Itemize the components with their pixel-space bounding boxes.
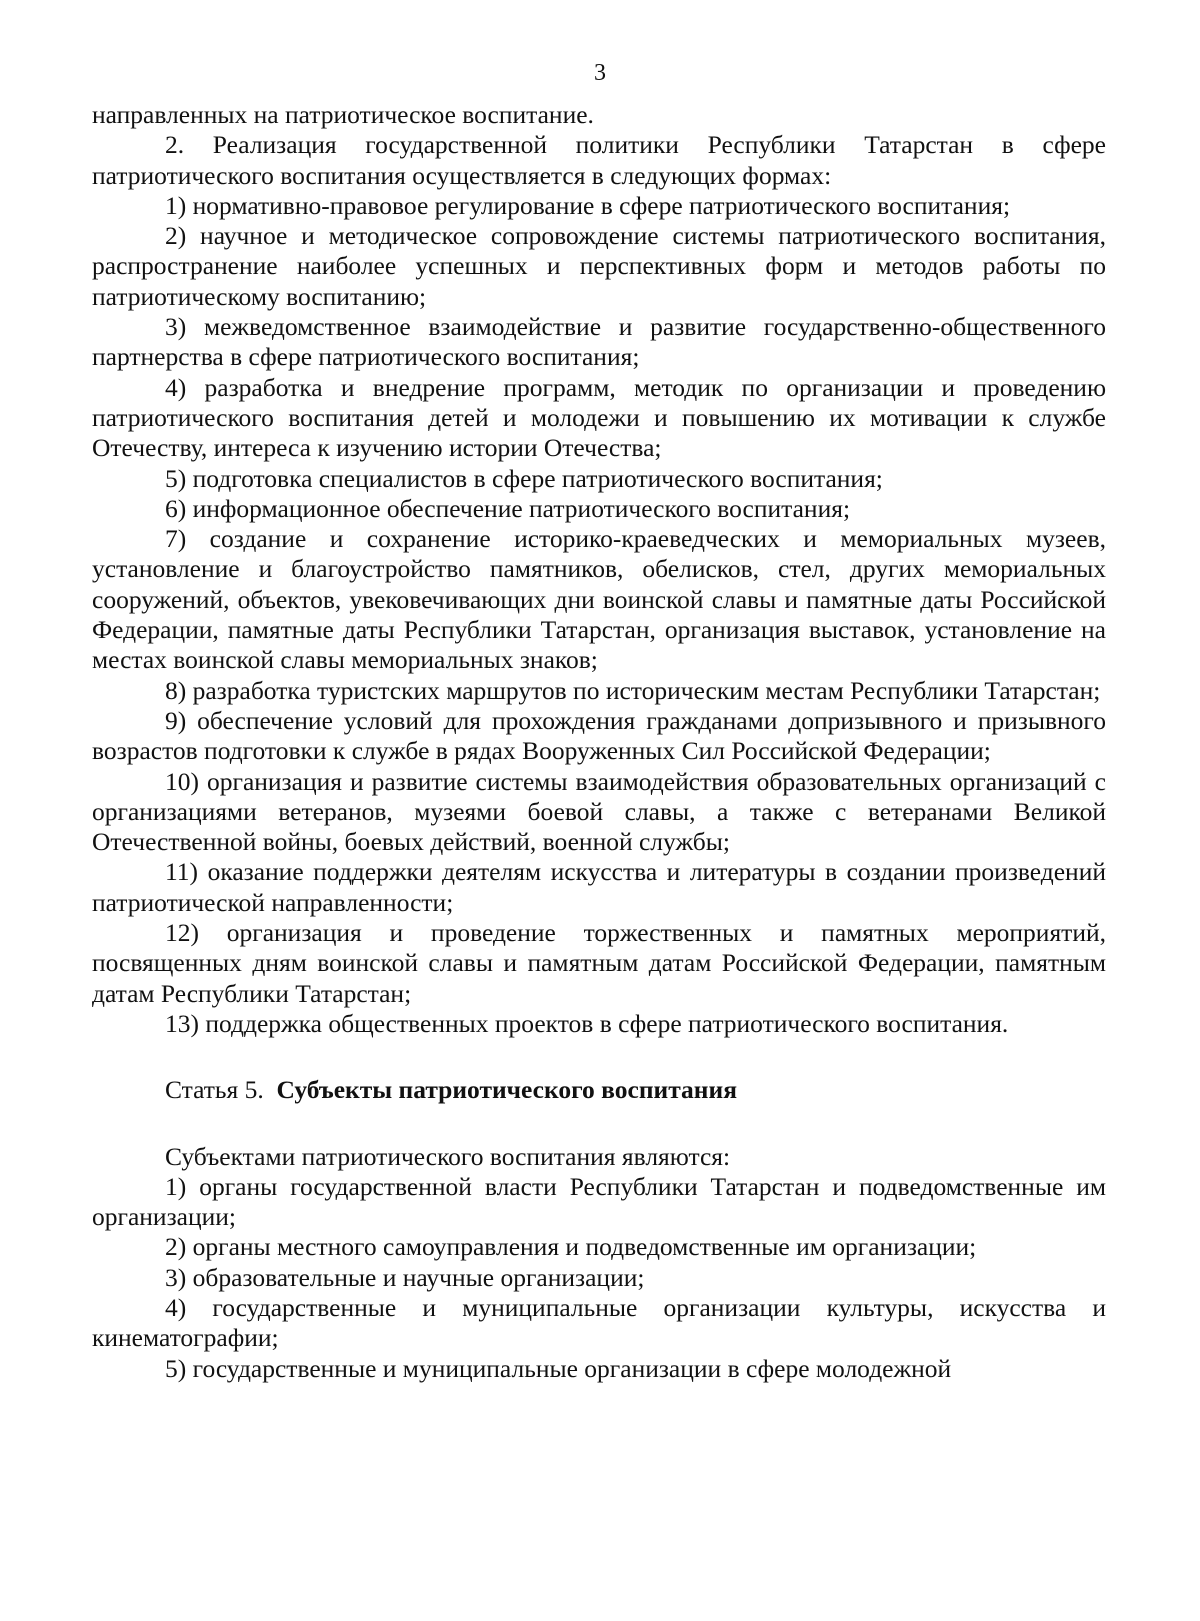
list-item-4: 4) разработка и внедрение программ, методик по организации и проведению патриотического воспитания детей и молодежи и повышению их мотивации к службе Отечеству, интереса к изучению истории Отечества; [92,372,1106,463]
list-item-8: 8) разработка туристских маршрутов по историческим местам Республики Татарстан; [165,675,1101,705]
list-item-11: 11) оказание поддержки деятелям искусства и литературы в создании произведений патриотической направленности; [92,857,1106,917]
subjects-item-3: 3) образовательные и научные организации; [165,1262,645,1292]
article-label: Статья 5. [165,1075,264,1105]
list-item-3: 3) межведомственное взаимодействие и развитие государственно-общественного партнерства в сфере патриотического воспитания; [92,312,1106,372]
article-heading [92,1075,1106,1105]
subjects-item-5: 5) государственные и муниципальные организации в сфере молодежной [165,1353,952,1383]
subjects-item-1: 1) органы государственной власти Республики Татарстан и подведомственные им организации; [92,1171,1106,1232]
list-item-6: 6) информационное обеспечение патриотического воспитания; [165,493,851,523]
list-item-2: 2) научное и методическое сопровождение системы патриотического воспитания, распространение наиболее успешных и перспективных форм и методов работы по патриотическому воспитанию; [92,221,1106,311]
list-item-10: 10) организация и развитие системы взаимодействия образовательных организаций с организациями ветеранов, музеями боевой славы, а также с ветеранами Великой Отечественной войны, боевых действий, военной службы; [92,766,1106,857]
list-item-1: 1) нормативно-правовое регулирование в сфере патриотического воспитания; [165,190,1011,220]
list-item-5: 5) подготовка специалистов в сфере патриотического воспитания; [165,463,883,493]
document-body [92,100,1106,1384]
paragraph-clause-2: 2. Реализация государственной политики Республики Татарстан в сфере патриотического воспитания осуществляется в следующих формах: [92,130,1106,190]
list-item-13: 13) поддержка общественных проектов в сфере патриотического воспитания. [165,1008,1009,1038]
list-item-12: 12) организация и проведение торжественных и памятных мероприятий, посвященных дням воинской славы и памятным датам Российской Федерации, памятным датам Республики Татарстан; [92,918,1106,1008]
subjects-item-2: 2) органы местного самоуправления и подведомственные им организации; [165,1232,977,1262]
subjects-item-4: 4) государственные и муниципальные организации культуры, искусства и кинематографии; [92,1292,1106,1353]
paragraph-subjects-intro: Субъектами патриотического воспитания являются: [165,1141,731,1171]
paragraph-continuation: направленных на патриотическое воспитание. [92,100,594,129]
page-number: 3 [594,60,606,86]
list-item-9: 9) обеспечение условий для прохождения гражданами допризывного и призывного возрастов подготовки к службе в рядах Вооруженных Сил Российской Федерации; [92,705,1106,766]
list-item-7: 7) создание и сохранение историко-краеведческих и мемориальных музеев, установление и благоустройство памятников, обелисков, стел, других мемориальных сооружений, объектов, увековечивающих дни воинской славы и памятные даты Российской Федерации, памятные даты Республики Татарстан, организация выставок, установление на местах воинской славы мемориальных знаков; [92,524,1106,675]
article-title: Субъекты патриотического воспитания [276,1075,737,1105]
